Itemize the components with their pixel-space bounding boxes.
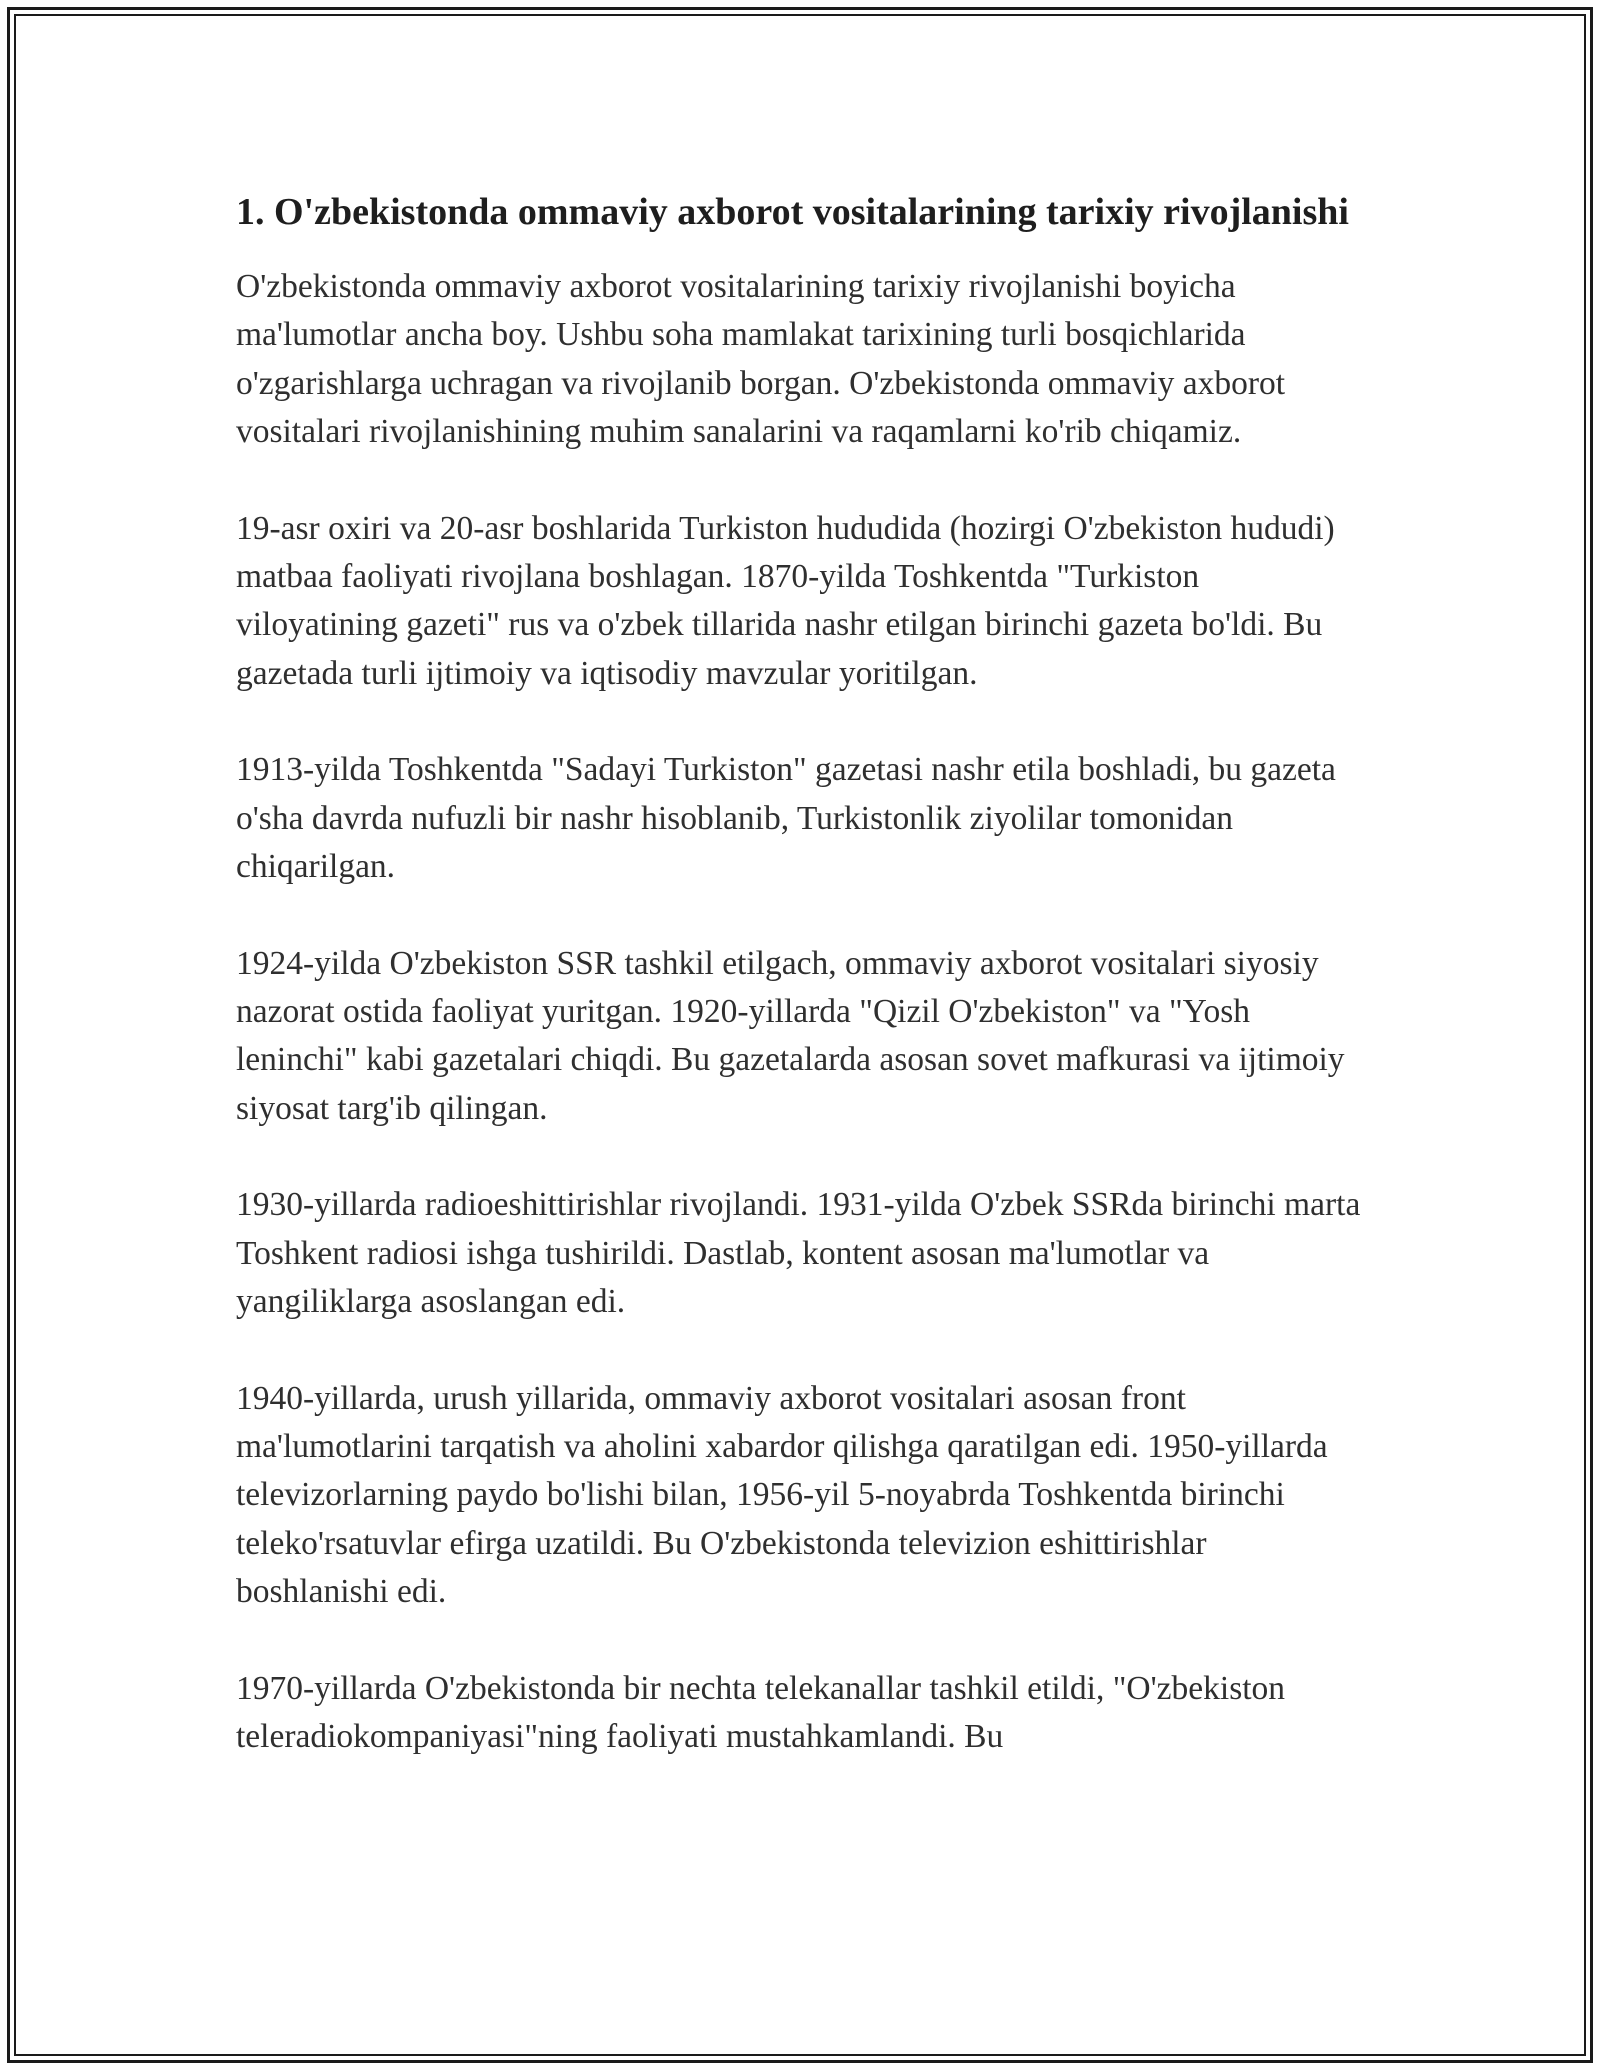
section-heading: 1. O'zbekistonda ommaviy axborot vositalarining tarixiy rivojlanishi (236, 191, 1349, 233)
paragraph-19th-century: 19-asr oxiri va 20-asr boshlarida Turkiston hududida (hozirgi O'zbekiston hududi) matbaa faoliyati rivojlana boshlagan. 1870-yilda Toshkentda "Turkiston viloyatining gazeti" rus va o'zbek tillarida nashr etilgan birinchi gazeta bo'ldi. Bu gazetada turli ijtimoiy va iqtisodiy mavzular yoritilgan. (236, 509, 1335, 692)
paragraph-1970s: 1970-yillarda O'zbekistonda bir nechta telekanallar tashkil etildi, "O'zbekiston teleradiokompaniyasi"ning faoliyati mustahkamlandi. Bu (236, 1669, 1286, 1756)
paragraph-1924: 1924-yilda O'zbekiston SSR tashkil etilgach, ommaviy axborot vositalari siyosiy nazorat ostida faoliyat yuritgan. 1920-yillarda "Qizil O'zbekiston" va "Yosh leninchi" kabi gazetalari chiqdi. Bu gazetalarda asosan sovet mafkurasi va ijtimoiy siyosat targ'ib qilingan. (236, 944, 1345, 1127)
paragraph-1940s: 1940-yillarda, urush yillarida, ommaviy axborot vositalari asosan front ma'lumotlarini tarqatish va aholini xabardor qilishga qaratilgan edi. 1950-yillarda televizorlarning paydo bo'lishi bilan, 1956-yil 5-noyabrda Toshkentda birinchi teleko'rsatuvlar efirga uzatildi. Bu O'zbekistonda televizion eshittirishlar boshlanishi edi. (236, 1379, 1328, 1611)
paragraph-1930s: 1930-yillarda radioeshittirishlar rivojlandi. 1931-yilda O'zbek SSRda birinchi marta Toshkent radiosi ishga tushirildi. Dastlab, kontent asosan ma'lumotlar va yangiliklarga asoslangan edi. (236, 1186, 1361, 1321)
document-body (236, 185, 1366, 1810)
paragraph-1913: 1913-yilda Toshkentda "Sadayi Turkiston" gazetasi nashr etila boshladi, bu gazeta o'sha davrda nufuzli bir nashr hisoblanib, Turkistonlik ziyolilar tomonidan chiqarilgan. (236, 751, 1336, 885)
paragraph-intro: O'zbekistonda ommaviy axborot vositalarining tarixiy rivojlanishi boyicha ma'lumotlar ancha boy. Ushbu soha mamlakat tarixining turli bosqichlarida o'zgarishlarga uchragan va rivojlanib borgan. O'zbekistonda ommaviy axborot vositalari rivojlanishining muhim sanalarini va raqamlarni ko'rib chiqamiz. (236, 268, 1286, 450)
